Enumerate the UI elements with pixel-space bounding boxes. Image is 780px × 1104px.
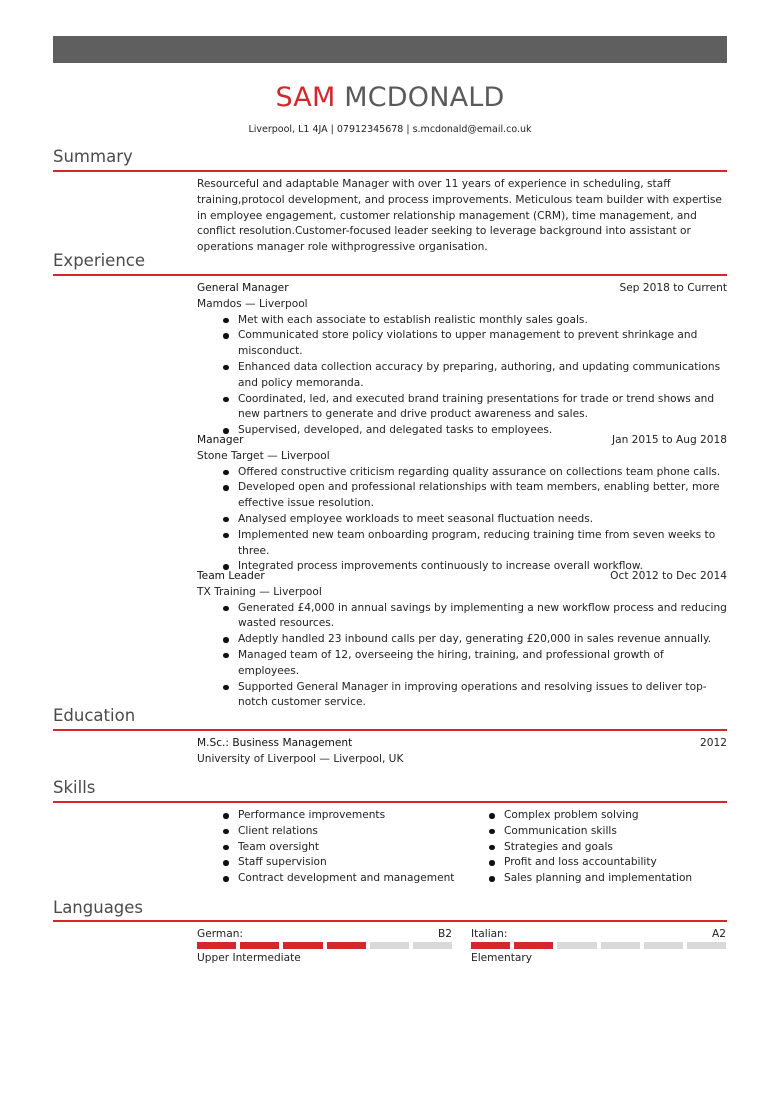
skills-divider	[53, 801, 727, 803]
job-title: Team Leader	[197, 570, 265, 582]
language-level: Elementary	[471, 952, 532, 964]
header-bar	[53, 36, 727, 63]
list-item: Offered constructive criticism regarding quality assurance on collections team phone calls.	[221, 465, 727, 481]
list-item: Supported General Manager in improving operations and resolving issues to deliver top-notch customer service.	[221, 680, 727, 712]
list-item: Communication skills	[487, 824, 728, 840]
list-item: Generated £4,000 in annual savings by implementing a new workflow process and reducing wasted resources.	[221, 601, 727, 633]
job-bullets	[221, 601, 727, 712]
summary-heading: Summary	[53, 147, 133, 166]
list-item: Adeptly handled 23 inbound calls per day, generating £20,000 in sales revenue annually.	[221, 632, 727, 648]
proficiency-bar	[197, 942, 452, 949]
contact-info: Liverpool, L1 4JA | 07912345678 | s.mcdonald@email.co.uk	[248, 124, 532, 135]
job-entry	[197, 433, 727, 575]
list-item: Enhanced data collection accuracy by preparing, authoring, and updating communications and policy memoranda.	[221, 360, 727, 392]
skills-heading: Skills	[53, 778, 96, 797]
skills-column-right	[463, 808, 728, 887]
language-code: B2	[437, 928, 452, 940]
list-item: Coordinated, led, and executed brand training presentations for trade or trend shows and new partners to generate and drive product awareness and sales.	[221, 392, 727, 424]
skills-column-left	[197, 808, 462, 887]
experience-divider	[53, 274, 727, 276]
proficiency-segment-empty	[687, 942, 726, 949]
list-item: Performance improvements	[221, 808, 462, 824]
proficiency-segment-filled	[471, 942, 510, 949]
job-employer: Stone Target — Liverpool	[197, 449, 330, 462]
last-name: MCDONALD	[344, 82, 505, 113]
language-name: German:	[197, 928, 243, 940]
candidate-name	[0, 82, 780, 113]
summary-divider	[53, 170, 727, 172]
list-item: Sales planning and implementation	[487, 871, 728, 887]
proficiency-segment-empty	[557, 942, 596, 949]
list-item: Met with each associate to establish realistic monthly sales goals.	[221, 313, 727, 329]
school: University of Liverpool — Liverpool, UK	[197, 752, 404, 765]
graduation-year: 2012	[700, 737, 727, 749]
language-entry	[197, 927, 452, 966]
job-title: General Manager	[197, 282, 289, 294]
list-item: Client relations	[221, 824, 462, 840]
proficiency-segment-filled	[327, 942, 366, 949]
job-title: Manager	[197, 434, 244, 446]
list-item: Analysed employee workloads to meet seasonal fluctuation needs.	[221, 512, 727, 528]
first-name: SAM	[275, 82, 336, 113]
languages-divider	[53, 920, 727, 922]
language-level: Upper Intermediate	[197, 952, 301, 964]
proficiency-bar	[471, 942, 726, 949]
list-item: Strategies and goals	[487, 840, 728, 856]
list-item: Complex problem solving	[487, 808, 728, 824]
job-bullets	[221, 313, 727, 439]
job-dates: Oct 2012 to Dec 2014	[610, 570, 727, 582]
education-divider	[53, 729, 727, 731]
list-item: Supervised, developed, and delegated tasks to employees.	[221, 423, 727, 439]
education-entry	[197, 736, 727, 768]
list-item: Implemented new team onboarding program, reducing training time from seven weeks to three.	[221, 528, 727, 560]
job-employer: TX Training — Liverpool	[197, 585, 322, 598]
proficiency-segment-empty	[644, 942, 683, 949]
skills-list	[197, 808, 727, 888]
proficiency-segment-empty	[601, 942, 640, 949]
language-code: A2	[712, 928, 726, 940]
list-item: Developed open and professional relationships with team members, enabling better, more effective issue resolution.	[221, 480, 727, 512]
list-item: Communicated store policy violations to upper management to prevent shrinkage and misconduct.	[221, 328, 727, 360]
proficiency-segment-empty	[370, 942, 409, 949]
job-employer: Mamdos — Liverpool	[197, 297, 308, 310]
list-item: Staff supervision	[221, 855, 462, 871]
job-entry	[197, 569, 727, 711]
list-item: Profit and loss accountability	[487, 855, 728, 871]
degree: M.Sc.: Business Management	[197, 737, 353, 749]
education-heading: Education	[53, 706, 136, 725]
job-dates: Jan 2015 to Aug 2018	[611, 434, 727, 446]
proficiency-segment-filled	[283, 942, 322, 949]
list-item: Contract development and management	[221, 871, 462, 887]
proficiency-segment-filled	[240, 942, 279, 949]
job-dates: Sep 2018 to Current	[619, 282, 727, 294]
job-bullets	[221, 465, 727, 576]
list-item: Integrated process improvements continuously to increase overall workflow.	[221, 559, 727, 575]
experience-heading: Experience	[53, 251, 146, 270]
language-entry	[471, 927, 726, 966]
proficiency-segment-filled	[197, 942, 236, 949]
proficiency-segment-empty	[413, 942, 452, 949]
list-item: Managed team of 12, overseeing the hiring, training, and professional growth of employees.	[221, 648, 727, 680]
language-name: Italian:	[471, 928, 508, 940]
summary-text: Resourceful and adaptable Manager with over 11 years of experience in scheduling, staff training,protocol development, and process improvements. Meticulous team builder with expertise in employee engagement, customer relationship management (CRM), time management, and conflict resolution.Customer-focused leader seeking to leverage background into assistant or operations manager role withprogressive organisation.	[197, 178, 722, 254]
languages-heading: Languages	[53, 898, 144, 917]
list-item: Team oversight	[221, 840, 462, 856]
job-entry	[197, 281, 727, 439]
proficiency-segment-filled	[514, 942, 553, 949]
